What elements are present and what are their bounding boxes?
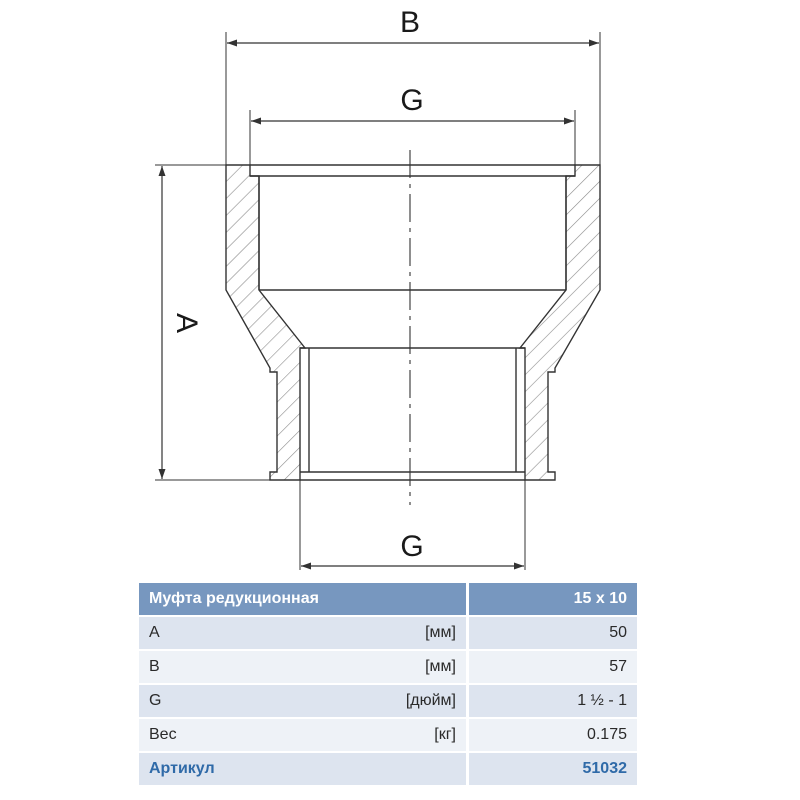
param-unit: [мм] <box>425 658 456 675</box>
table-row <box>139 719 637 753</box>
article-label: Артикул <box>139 753 469 787</box>
param-label: Вес <box>149 726 177 743</box>
dimension-a-label: A <box>170 312 203 334</box>
spec-table <box>139 583 637 787</box>
dimension-g-top-label: G <box>400 84 424 117</box>
param-value: 1 ½ - 1 <box>469 685 637 719</box>
param-unit: [дюйм] <box>405 692 456 709</box>
dimension-b-label: B <box>399 6 421 39</box>
param-value: 57 <box>469 651 637 685</box>
article-value: 51032 <box>469 753 637 787</box>
table-row <box>139 651 637 685</box>
dimension-g-bottom-label: G <box>400 530 424 563</box>
table-row <box>139 617 637 651</box>
param-label: G <box>149 692 162 709</box>
right-wall-section <box>520 165 600 480</box>
param-value: 50 <box>469 617 637 651</box>
table-footer-row <box>139 753 637 787</box>
table-header-row <box>139 583 637 617</box>
param-unit: [кг] <box>434 726 456 743</box>
table-row <box>139 685 637 719</box>
param-unit: [мм] <box>425 624 456 641</box>
param-value: 0.175 <box>469 719 637 753</box>
product-name: Муфта редукционная <box>139 583 469 617</box>
extension-lines <box>155 32 600 570</box>
param-label: A <box>149 624 160 641</box>
product-size: 15 x 10 <box>469 583 637 617</box>
left-wall-section <box>226 165 305 480</box>
param-label: B <box>149 658 160 675</box>
